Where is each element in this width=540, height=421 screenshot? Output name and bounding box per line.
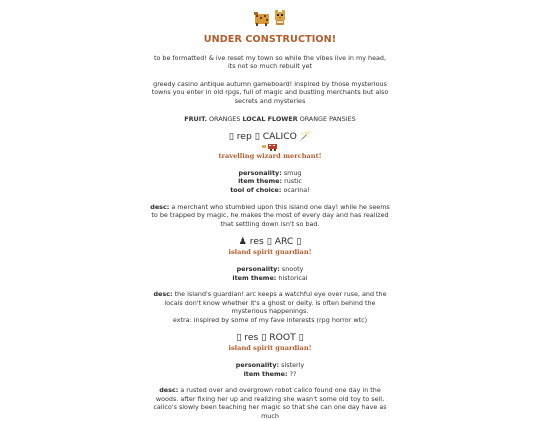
character-card (150, 131, 390, 228)
character-role: island spirit guardian! (228, 344, 312, 353)
character-name: ARC (274, 236, 294, 248)
attribute-row (150, 169, 390, 178)
town-description: greedy casino antique autumn gameboard! inspired by those mysterious towns you enter in old rpgs, full of magic and bustling merchants but also secrets and mysteries (151, 79, 389, 105)
character-prefix: ▯ rep ▯ (228, 131, 260, 143)
character-role: travelling wizard merchant! (218, 152, 322, 161)
character-prefix: ▯ res ▯ (236, 332, 267, 344)
attribute-key: personality: (235, 361, 280, 370)
character-suffix: ▯ (298, 332, 304, 344)
desc-text: a rusted over and overgrown robot calico found one day in the woods. after fixing her up and realizing she wasn't some old toy to sell, calico's slowly been teaching her magic so that she can one day have as much (153, 386, 387, 421)
flower-value: ORANGE PANSIES (299, 114, 356, 123)
attribute-row (150, 370, 390, 379)
attribute-value: snooty (281, 264, 304, 273)
attribute-value: historical (278, 273, 308, 282)
character-card (150, 236, 390, 324)
desc-label: desc: (159, 386, 179, 395)
character-heading (150, 332, 390, 343)
attribute-key: item theme: (243, 369, 288, 378)
character-heading (150, 131, 390, 142)
character-description (150, 203, 390, 229)
attribute-row (150, 265, 390, 274)
character-attributes (150, 169, 390, 195)
attribute-row (150, 361, 390, 370)
attribute-key: item theme: (238, 177, 283, 186)
attribute-value: ocarina! (283, 185, 310, 194)
flower-label: LOCAL FLOWER (242, 114, 298, 123)
town-facts (150, 115, 390, 124)
page-title: UNDER CONSTRUCTION! (203, 34, 337, 45)
desc-text: a merchant who stumbled upon this island one day! while he seems to be trapped by magic, he makes the most of every day and has realized that settling down isn't so bad. (151, 202, 390, 228)
attribute-row (150, 177, 390, 186)
character-card (150, 332, 390, 420)
attribute-key: item theme: (232, 273, 277, 282)
character-suffix: ▯ (296, 236, 302, 248)
attribute-value: smug (283, 168, 302, 177)
character-heading (150, 236, 390, 247)
character-role: island spirit guardian! (228, 248, 312, 257)
desc-label: desc: (153, 290, 173, 299)
content-column (150, 0, 390, 421)
character-name: ROOT (269, 332, 296, 344)
attribute-key: personality: (238, 168, 282, 177)
character-attributes (150, 265, 390, 282)
attribute-row (150, 186, 390, 195)
desc-text: the island's guardian! arc keeps a watchful eye over ruse, and the locals don't know whether it's a ghost or deity. is often behind the mysterious happenings. (164, 290, 387, 316)
fruit-value: ORANGES (208, 114, 241, 123)
character-extra: extra: inspired by some of my fave interests (rpg horror wtc) (172, 315, 368, 324)
attribute-value: sisterly (281, 361, 305, 370)
attribute-value: ?? (289, 369, 297, 378)
wand-icon: 🪄 (299, 131, 312, 143)
character-description (150, 386, 390, 420)
attribute-row (150, 274, 390, 283)
pixel-cat-divider-icon (150, 143, 390, 151)
attribute-value: rustic (284, 177, 302, 186)
character-name: CALICO (262, 131, 297, 143)
desc-label: desc: (150, 202, 170, 211)
intro-text: to be formatted! & ive reset my town so while the vibes live in my head, its not so much rebuilt yet (153, 53, 387, 71)
pixel-animal-sprites-icon (150, 10, 390, 26)
fruit-label: FRUIT. (184, 114, 207, 123)
character-attributes (150, 361, 390, 378)
attribute-key: personality: (236, 264, 280, 273)
character-prefix: ♟ res ▯ (238, 236, 272, 248)
attribute-key: tool of choice: (230, 185, 282, 194)
character-description (150, 290, 390, 316)
